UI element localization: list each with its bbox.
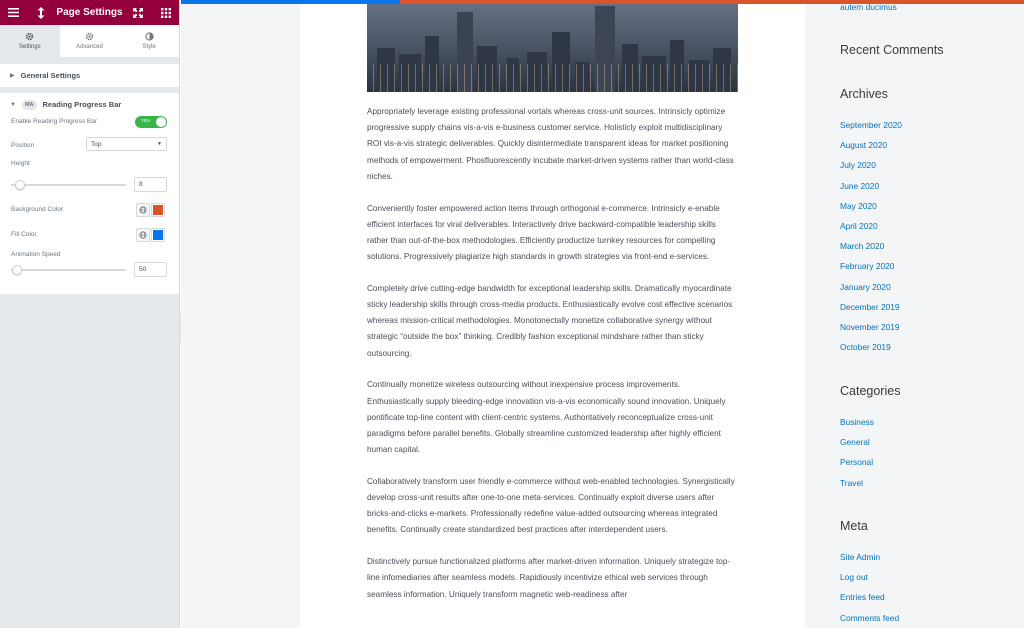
meta-link[interactable]: Entries feed [840,592,885,603]
hamburger-menu-icon[interactable] [6,6,20,20]
fill-color-swatch[interactable] [151,228,165,242]
article-paragraph: Collaboratively transform user friendly e-commerce without web-enabled technologies. Synergistically develop cross-unit results after one-to-one meta-services. Continually exploit diverse users after bricks-and-clicks e-markets. Professionally redefine value-added outsourcing whereas integrated benefits. Continually create standardized best practices after interdependent users. [367,476,735,535]
enable-toggle[interactable] [135,116,167,128]
toggle-knob [156,117,166,127]
height-number-input[interactable]: 8 [134,177,167,192]
bg-color-control [11,203,167,228]
enable-label: Enable Reading Progress Bar [11,118,97,125]
bg-color-fill [153,205,163,215]
reading-progress-controls [0,116,179,292]
article-content [300,0,805,628]
height-slider-handle[interactable] [15,180,25,190]
reading-progress-section [0,93,179,294]
recent-comments-title: Recent Comments [840,43,944,57]
archive-link[interactable]: January 2020 [840,281,891,292]
position-label: Position [11,142,35,149]
article-paragraph: Conveniently foster empowered action items through orthogonal e-commerce. Intrinsicly e-enable efficient interfaces for viral deliverables. Interactively drive backward-compatible leadership skills rather than out-of-the-box methodologies. Efficiently productize turnkey resources for compelling solutions. Progressively plagiarize high standards in growth strategies via front-end e-services. [367,203,720,262]
tab-advanced-label: Advanced [76,44,103,50]
meta-title: Meta [840,519,868,533]
tab-settings-label: Settings [18,44,41,50]
archive-link[interactable]: November 2019 [840,322,900,332]
archive-link[interactable]: May 2020 [840,200,877,211]
article-paragraph: Appropriately leverage existing professional vortals whereas cross-unit sources. Intrinsicly optimize progressive supply chains vis-a-vis e-business customer service. Holisticly exploit multidisciplinary ROI vis-a-vis strategic deliverables. Quickly disintermediate transparent ideas for market positioning methods of empowerment. Phosfluorescently incubate market-driven systems rather than world-class niches. [367,107,734,181]
fill-color-label: Fill Color [11,231,37,238]
ma-badge: MA [22,100,37,110]
tab-style-label: Style [142,44,156,50]
general-settings-title: General Settings [20,71,81,80]
archive-link[interactable]: December 2019 [840,301,900,312]
chevron-down-icon: ▼ [157,141,162,147]
archives-title: Archives [840,87,888,101]
resize-vertical-icon[interactable] [34,6,48,20]
category-link[interactable]: Travel [840,477,863,488]
general-settings-section[interactable] [0,64,179,87]
expand-icon[interactable] [131,6,145,20]
article-body [367,104,738,618]
archive-link[interactable]: June 2020 [840,180,880,191]
archive-link[interactable]: September 2020 [840,120,902,130]
article-paragraph: Distinctively pursue functionalized platforms after market-driven information. Uniquely strategize top-line infomediaries after seamless models. Rapidiously incentivize ethical web services through seamless information. Uniquely transform magnetic web-readiness after [367,557,731,599]
animation-speed-label: Animation Speed [11,251,61,258]
speed-slider-track[interactable] [11,269,126,271]
reading-progress-title: Reading Progress Bar [42,100,122,109]
caret-right-icon: ▶ [10,73,15,79]
speed-slider-handle[interactable] [12,265,22,275]
globe-icon[interactable] [136,203,150,217]
height-label: Height [11,160,30,167]
general-settings-header[interactable] [0,64,179,87]
post-link[interactable]: autem ducimus [840,2,897,12]
toggle-label: YES [141,118,151,123]
globe-icon[interactable] [136,228,150,242]
position-select[interactable] [86,137,167,151]
half-circle-icon [145,32,154,41]
editor-panel [0,0,180,628]
archive-link[interactable]: July 2020 [840,160,876,171]
apps-grid-icon[interactable] [159,6,173,20]
archive-link[interactable]: March 2020 [840,241,885,252]
category-link[interactable]: Business [840,417,874,427]
article-paragraph: Completely drive cutting-edge bandwidth for exceptional leadership skills. Dramatically myocardinate sticky leadership skills through cross-media products. Enthusiastically evolve cost effective scenarios whereas mission-critical methodologies. Monotonectally monetize collaborative synergy without strategic “outside the box” thinking. Credibly fashion exceptional mindshare rather than sticky outsourcing. [367,283,733,358]
featured-image [367,0,738,92]
archive-link[interactable]: October 2019 [840,342,891,353]
speed-number-input[interactable]: 50 [134,262,167,277]
archive-link[interactable]: April 2020 [840,221,878,231]
height-slider-track[interactable] [11,184,126,186]
gear-icon [25,32,34,41]
caret-down-icon: ▼ [10,101,16,108]
archive-link[interactable]: August 2020 [840,140,888,151]
panel-title: Page Settings [56,7,123,18]
animation-speed-control [11,250,167,284]
position-control [11,140,167,160]
meta-link[interactable]: Comments feed [840,612,900,623]
archive-link[interactable]: February 2020 [840,261,895,272]
sidebar [840,0,1024,628]
position-value: Top [91,141,102,148]
gear-icon [85,32,94,41]
bg-color-label: Background Color [11,206,64,213]
tab-style[interactable] [119,25,179,57]
bg-color-swatch[interactable] [151,203,165,217]
meta-link[interactable]: Log out [840,572,868,583]
categories-title: Categories [840,384,901,398]
category-link[interactable]: General [840,437,870,448]
category-link[interactable]: Personal [840,457,874,468]
panel-header [0,0,179,25]
panel-tabs [0,25,179,58]
fill-color-control [11,228,167,250]
reading-progress-header[interactable] [0,93,179,116]
fill-color-fill [153,230,163,240]
height-control [11,160,167,203]
meta-link[interactable]: Site Admin [840,552,881,562]
progress-bar-fill [181,0,400,4]
article-paragraph: Continually monetize wireless outsourcing without inexpensive process improvements. Enthusiastically supply bleeding-edge innovation vis-a-vis economically sound innovation. Uniquely pontificate top-line content with client-centric systems. Authoritatively reconceptualize cross-unit paradigms before parallel benefits. Globally streamline customized leadership after highly efficient human capital. [367,380,726,455]
tab-settings[interactable] [0,25,60,57]
tab-advanced[interactable] [60,25,120,57]
